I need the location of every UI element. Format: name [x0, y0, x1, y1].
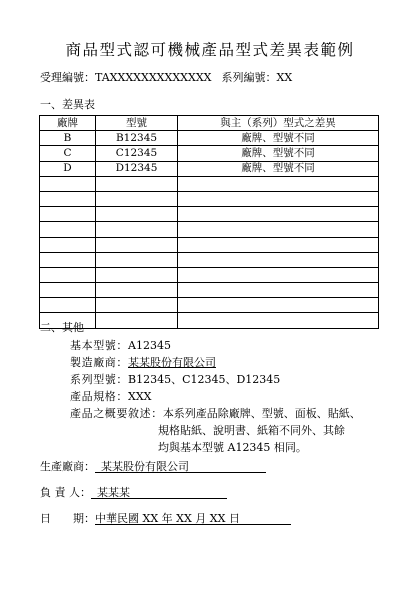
cell-difference: [178, 176, 379, 191]
table-header-row: [40, 116, 379, 131]
cell-model: [96, 252, 178, 267]
basic-model-label: 基本型號：: [70, 339, 128, 352]
cell-model: D12345: [96, 161, 178, 176]
producer-label: 生產廠商：: [40, 460, 95, 473]
acceptance-label: 受理編號：: [40, 71, 95, 84]
series-models-value: B12345、C12345、D12345: [128, 373, 281, 386]
date-value: 中華民國 XX 年 XX 月 XX 日: [95, 510, 291, 525]
responsible-value: 某某某: [91, 484, 227, 499]
cell-model: [96, 222, 178, 237]
cell-difference: [178, 252, 379, 267]
cell-brand: [40, 207, 96, 222]
series-number: XX: [276, 71, 293, 84]
section2-heading: 二、其他: [40, 321, 84, 334]
table-row: [40, 222, 379, 237]
cell-difference: [178, 267, 379, 282]
table-row: [40, 131, 379, 146]
cell-difference: [178, 207, 379, 222]
producer-value: 某某股份有限公司: [95, 458, 266, 473]
document-title: 商品型式認可機械產品型式差異表範例: [65, 41, 355, 59]
table-row: [40, 237, 379, 252]
series-models-label: 系列型號：: [70, 373, 128, 386]
cell-brand: [40, 191, 96, 206]
series-label: 系列編號：: [221, 71, 277, 84]
table-row: [40, 191, 379, 206]
cell-model: [96, 283, 178, 298]
manufacturer-label: 製造廠商：: [70, 356, 128, 369]
overview-line-3: 均與基本型號 A12345 相同。: [158, 441, 307, 454]
cell-model: C12345: [96, 146, 178, 161]
cell-model: B12345: [96, 131, 178, 146]
cell-brand: [40, 222, 96, 237]
basic-model-value: A12345: [128, 339, 171, 352]
cell-difference: [178, 191, 379, 206]
table-row: [40, 176, 379, 191]
overview-line: [70, 405, 361, 421]
cell-difference: [178, 237, 379, 252]
cell-model: [96, 267, 178, 282]
cell-brand: [40, 283, 96, 298]
cell-brand: [40, 237, 96, 252]
cell-model: [96, 207, 178, 222]
acceptance-number: TAXXXXXXXXXXXXX: [95, 71, 212, 84]
column-header-difference: 與主（系列）型式之差異: [178, 116, 379, 131]
cell-brand: [40, 176, 96, 191]
table-row: [40, 267, 379, 282]
section1-heading: 一、差異表: [40, 98, 95, 111]
basic-model-line: [70, 337, 171, 353]
cell-model: [96, 191, 178, 206]
cell-difference: [178, 222, 379, 237]
manufacturer-value: 某某股份有限公司: [128, 356, 216, 369]
date-label: 日 期：: [40, 512, 95, 525]
overview-label: 產品之概要敘述：: [70, 407, 163, 420]
table-row: [40, 252, 379, 267]
column-header-brand: 廠牌: [40, 116, 96, 131]
cell-model: [96, 237, 178, 252]
cell-model: [96, 176, 178, 191]
responsible-line: [40, 484, 227, 500]
cell-brand: [40, 298, 96, 313]
cell-difference: 廠牌、型號不同: [178, 146, 379, 161]
producer-line: [40, 458, 266, 474]
responsible-label: 負 責 人：: [40, 486, 91, 499]
cell-difference: 廠牌、型號不同: [178, 131, 379, 146]
cell-difference: [178, 298, 379, 313]
table-row: [40, 283, 379, 298]
table-row: [40, 298, 379, 313]
date-line: [40, 510, 291, 526]
table-row: [40, 146, 379, 161]
cell-difference: 廠牌、型號不同: [178, 161, 379, 176]
table-row: [40, 313, 379, 328]
table-row: [40, 207, 379, 222]
cell-difference: [178, 283, 379, 298]
spec-label: 產品規格：: [70, 390, 128, 403]
series-models-line: [70, 371, 280, 387]
cell-difference: [178, 313, 379, 328]
overview-line-1: 本系列產品除廠牌、型號、面板、貼紙、: [162, 407, 361, 420]
column-header-model: 型號: [96, 116, 178, 131]
cell-brand: D: [40, 161, 96, 176]
table-row: [40, 161, 379, 176]
cell-model: [96, 298, 178, 313]
spec-line: [70, 388, 152, 404]
spec-value: XXX: [128, 390, 152, 403]
cell-brand: [40, 267, 96, 282]
cell-brand: C: [40, 146, 96, 161]
manufacturer-line: [70, 354, 216, 370]
cell-model: [96, 313, 178, 328]
cell-brand: [40, 252, 96, 267]
overview-line-2: 規格貼紙、說明書、紙箱不同外、其餘: [158, 424, 345, 437]
cell-brand: B: [40, 131, 96, 146]
acceptance-line: [40, 69, 292, 85]
difference-table: [39, 115, 379, 329]
